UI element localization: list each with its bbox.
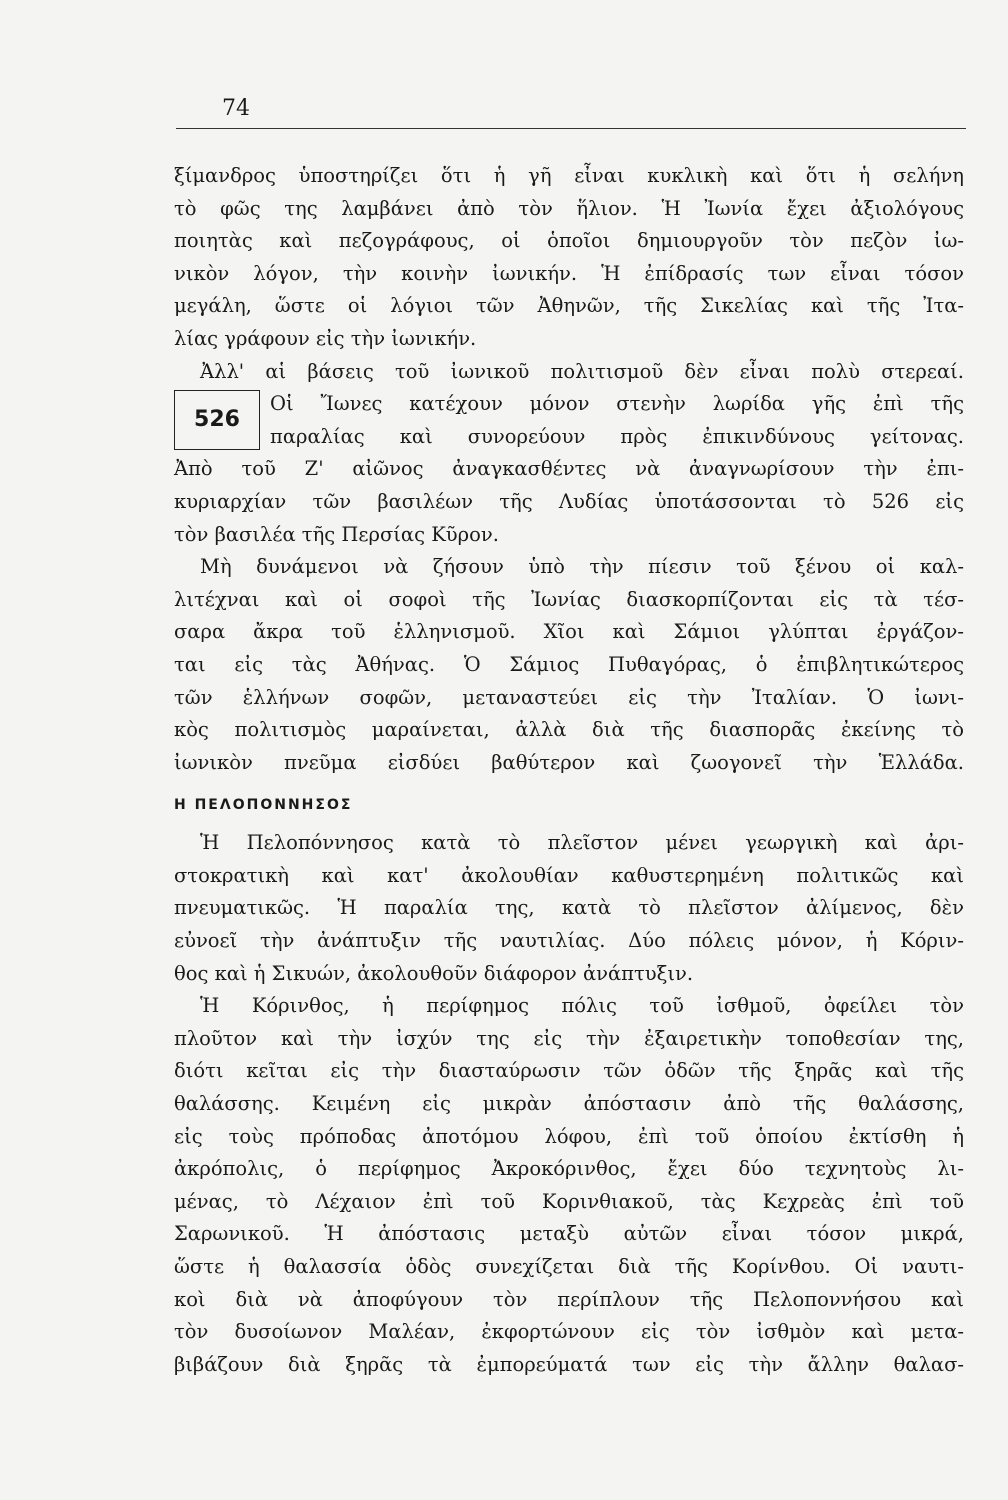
- text-line: νικὸν λόγον, τὴν κοινὴν ἰωνικήν. Ἡ ἐπίδρασίς των εἶναι τόσον: [174, 261, 964, 285]
- body-text: [174, 160, 964, 1381]
- text-line: παραλίας καὶ συνορεύουν πρὸς ἐπικινδύνους γείτονας.: [270, 424, 964, 448]
- text-line: λίας γράφουν εἰς τὴν ἰωνικήν.: [174, 326, 477, 350]
- text-line: στοκρατικὴ καὶ κατ' ἀκολουθίαν καθυστερημένη πολιτικῶς καὶ: [174, 863, 964, 887]
- text-line: πνευματικῶς. Ἡ παραλία της, κατὰ τὸ πλεῖστον ἀλίμενος, δὲν: [174, 896, 964, 920]
- text-line: τὸν δυσοίωνον Μαλέαν, ἐκφορτώνουν εἰς τὸν ἰσθμὸν καὶ μετα-: [174, 1320, 964, 1344]
- text-line: ἀκρόπολις, ὁ περίφημος Ἀκροκόρινθος, ἔχει δύο τεχνητοὺς λι-: [174, 1157, 964, 1181]
- text-line: θαλάσσης. Κειμένη εἰς μικρὰν ἀπόστασιν ἀπὸ τῆς θαλάσσης,: [174, 1092, 964, 1116]
- margin-note-block: [174, 388, 964, 453]
- text-line: εἰς τοὺς πρόποδας ἀποτόμου λόφου, ἐπὶ τοῦ ὁποίου ἐκτίσθη ἡ: [174, 1124, 964, 1148]
- text-line: Ἀλλ' αἱ βάσεις τοῦ ἰωνικοῦ πολιτισμοῦ δὲν εἶναι πολὺ στερεαί.: [200, 359, 964, 383]
- text-line: κοὶ διὰ νὰ ἀποφύγουν τὸν περίπλουν τῆς Πελοποννήσου καὶ: [174, 1287, 964, 1311]
- text-line: ὥστε ἡ θαλασσία ὁδὸς συνεχίζεται διὰ τῆς Κορίνθου. Οἱ ναυτι-: [174, 1255, 964, 1278]
- text-line: μένας, τὸ Λέχαιον ἐπὶ τοῦ Κορινθιακοῦ, τὰς Κεχρεὰς ἐπὶ τοῦ: [174, 1189, 964, 1213]
- text-line: τὸν βασιλέα τῆς Περσίας Κῦρον.: [174, 522, 499, 546]
- text-line: ποιητὰς καὶ πεζογράφους, οἱ ὁποῖοι δημιουργοῦν τὸν πεζὸν ἰω-: [174, 229, 964, 253]
- text-line: Ἀπὸ τοῦ Ζ' αἰῶνος ἀναγκασθέντες νὰ ἀναγνωρίσουν τὴν ἐπι-: [174, 457, 964, 481]
- text-line: κυριαρχίαν τῶν βασιλέων τῆς Λυδίας ὑποτάσσονται τὸ 526 εἰς: [174, 489, 964, 513]
- text-line: Ἡ Κόρινθος, ἡ περίφημος πόλις τοῦ ἰσθμοῦ, ὀφείλει τὸν: [200, 994, 964, 1018]
- text-line: σαρα ἄκρα τοῦ ἑλληνισμοῦ. Χῖοι καὶ Σάμιοι γλύπται ἐργάζον-: [174, 620, 964, 644]
- text-line: τὸ φῶς της λαμβάνει ἀπὸ τὸν ἥλιον. Ἡ Ἰωνία ἔχει ἀξιολόγους: [174, 196, 964, 220]
- text-line: Μὴ δυνάμενοι νὰ ζήσουν ὑπὸ τὴν πίεσιν τοῦ ξένου οἱ καλ-: [200, 555, 964, 579]
- text-line: ἰωνικὸν πνεῦμα εἰσδύει βαθύτερον καὶ ζωογονεῖ τὴν Ἑλλάδα.: [174, 750, 964, 774]
- margin-number-box: 526: [174, 390, 260, 450]
- text-line: Οἱ Ἴωνες κατέχουν μόνον στενὴν λωρίδα γῆς ἐπὶ τῆς: [270, 392, 964, 416]
- text-line: κὸς πολιτισμὸς μαραίνεται, ἀλλὰ διὰ τῆς διασπορᾶς ἐκείνης τὸ: [174, 718, 964, 742]
- text-line: Ἡ Πελοπόννησος κατὰ τὸ πλεῖστον μένει γεωργικὴ καὶ ἀρι-: [200, 831, 964, 855]
- text-line: βιβάζουν διὰ ξηρᾶς τὰ ἐμπορεύματά των εἰς τὴν ἄλλην θαλασ-: [174, 1352, 964, 1376]
- text-line: λιτέχναι καὶ οἱ σοφοὶ τῆς Ἰωνίας διασκορπίζονται εἰς τὰ τέσ-: [174, 587, 964, 611]
- section-heading: Η ΠΕΛΟΠΟΝΝΗΣΟΣ: [174, 797, 353, 814]
- text-line: θος καὶ ἡ Σικυών, ἀκολουθοῦν διάφορον ἀνάπτυξιν.: [174, 961, 694, 985]
- page-number: 74: [222, 96, 250, 121]
- text-line: διότι κεῖται εἰς τὴν διασταύρωσιν τῶν ὁδῶν τῆς ξηρᾶς καὶ τῆς: [174, 1059, 964, 1083]
- text-line: εὐνοεῖ τὴν ἀνάπτυξιν τῆς ναυτιλίας. Δύο πόλεις μόνον, ἡ Κόριν-: [174, 929, 964, 953]
- text-line: ξίμανδρος ὑποστηρίζει ὅτι ἡ γῆ εἶναι κυκλικὴ καὶ ὅτι ἡ σελήνη: [174, 164, 964, 187]
- text-line: πλοῦτον καὶ τὴν ἰσχύν της εἰς τὴν ἐξαιρετικὴν τοποθεσίαν της,: [174, 1026, 964, 1050]
- text-line: Σαρωνικοῦ. Ἡ ἀπόστασις μεταξὺ αὐτῶν εἶναι τόσον μικρά,: [174, 1222, 964, 1246]
- header-rule: [176, 128, 966, 129]
- text-line: τῶν ἑλλήνων σοφῶν, μεταναστεύει εἰς τὴν Ἰταλίαν. Ὁ ἰωνι-: [174, 685, 964, 709]
- text-line: μεγάλη, ὥστε οἱ λόγιοι τῶν Ἀθηνῶν, τῆς Σικελίας καὶ τῆς Ἰτα-: [174, 294, 964, 318]
- text-line: ται εἰς τὰς Ἀθήνας. Ὁ Σάμιος Πυθαγόρας, ὁ ἐπιβλητικώτερος: [174, 652, 964, 676]
